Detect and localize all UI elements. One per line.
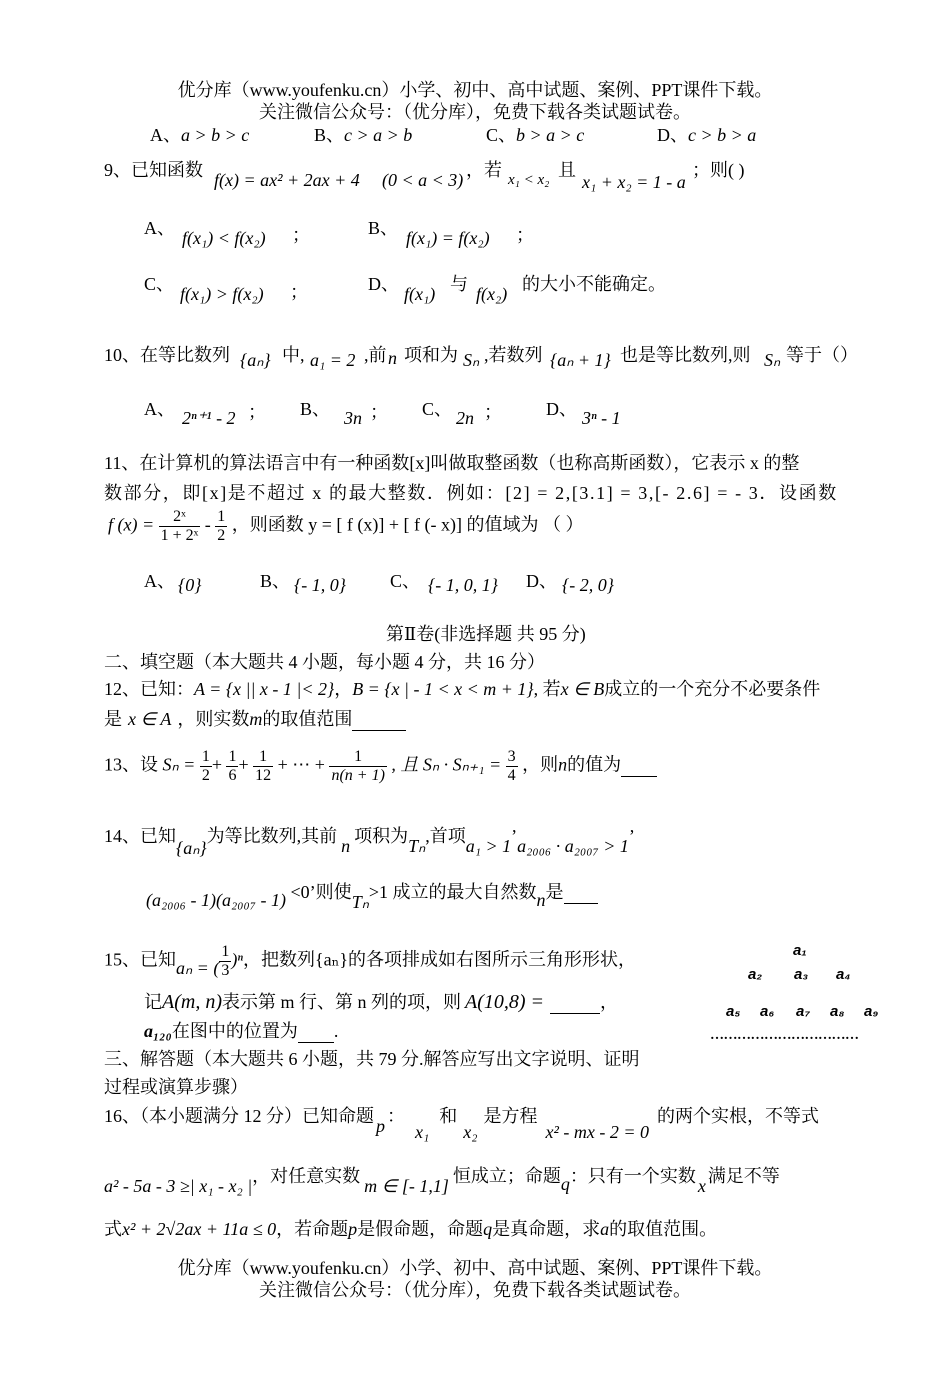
header-line-1: 优分库（www.youfenku.cn）小学、初中、高中试题、案例、PPT课件下载。 bbox=[177, 80, 773, 100]
section-2-title: 第Ⅱ卷(非选择题 共 95 分) bbox=[386, 624, 586, 644]
q11-option-a-label: A、 bbox=[144, 571, 175, 591]
q9-text-1: ，若 bbox=[466, 160, 502, 180]
triangle-dots: …………………………… bbox=[710, 1028, 859, 1043]
q13-line: 13、设 Sₙ = $\frac{1}{2}$ + $\frac{1}{6}$ + $\frac{1}{12}$ + ⋯ + $\frac{1}{n(n + 1)}$ , 且 Sₙ · Sₙ₊₁ = $\frac{3}{4}$ ，则n的值为 bbox=[104, 748, 657, 785]
q10-stem: 10、在等比数列 bbox=[104, 345, 230, 365]
q8-option-b: B、c > a > b bbox=[314, 125, 413, 145]
q9-option-d-end: 的大小不能确定。 bbox=[522, 274, 666, 294]
q10-text-2: ,前 bbox=[364, 345, 387, 365]
q14-line-1: 14、已知{aₙ}为等比数列,其前 n 项积为Tₙ,首项a₁ > 1’a₂₀₀₆ · a₂₀₀₇ > 1’ bbox=[104, 826, 635, 858]
q14-line-2: (a₂₀₀₆ - 1)(a₂₀₀₇ - 1) <0’则使Tₙ>1 成立的最大自然数n是 bbox=[146, 878, 598, 904]
q11-option-b: {- 1, 0} bbox=[294, 575, 346, 595]
q11-line-2: 数部分，即[x]是不超过 x 的最大整数．例如：[2] = 2,[3.1] = 3,[- 2.6] = - 3．设函数 bbox=[104, 483, 838, 503]
q10-option-d-label: D、 bbox=[546, 399, 577, 419]
q10-sequence-2: {aₙ + 1} bbox=[550, 350, 611, 370]
q11-option-c-label: C、 bbox=[390, 571, 421, 591]
q11-fraction-half: $\frac{1}{2}$ bbox=[217, 508, 226, 544]
q8-option-c: C、b > a > c bbox=[486, 125, 585, 145]
q11-tail: ，则函数 y = [ f (x)] + [ f (- x)] 的值域为 （ ） bbox=[231, 514, 584, 535]
q10-semicolon-b: ； bbox=[370, 402, 388, 422]
q10-text-4: ,若数列 bbox=[484, 345, 543, 365]
q8-option-a: A、a > b > c bbox=[150, 125, 250, 145]
q9-semicolon-c: ； bbox=[290, 282, 308, 302]
q9-option-b: f(x₁) = f(x₂) bbox=[406, 228, 490, 248]
triangle-a4: a₄ bbox=[836, 966, 851, 983]
q11-minus: - bbox=[204, 514, 211, 535]
q10-option-a: 2ⁿ⁺¹ - 2 bbox=[182, 408, 236, 428]
q9-option-d-mid: 与 bbox=[450, 274, 468, 294]
footer-line-1: 优分库（www.youfenku.cn）小学、初中、高中试题、案例、PPT课件下载。 bbox=[177, 1258, 773, 1278]
q12-answer-blank[interactable] bbox=[352, 709, 406, 731]
q10-option-d: 3ⁿ - 1 bbox=[582, 408, 621, 428]
q9-semicolon-b: ； bbox=[516, 225, 534, 245]
q12-line-1: 12、已知：A = {x || x - 1 |< 2}，B = {x | - 1 < x < m + 1}, 若x ∈ B成立的一个充分不必要条件 bbox=[104, 679, 821, 699]
q10-text-5: 也是等比数列,则 bbox=[620, 345, 751, 365]
q9-x1-lt-x2: x₁ < x₂ bbox=[508, 172, 550, 188]
triangle-a8: a₈ bbox=[830, 1003, 845, 1020]
q10-Sn-2: Sₙ bbox=[764, 350, 781, 370]
q9-option-c: f(x₁) > f(x₂) bbox=[180, 284, 264, 304]
q11-option-c: {- 1, 0, 1} bbox=[428, 575, 498, 595]
q10-sequence: {aₙ} bbox=[240, 350, 271, 370]
triangle-a9: a₉ bbox=[864, 1003, 879, 1020]
q9-option-a: f(x₁) < f(x₂) bbox=[182, 228, 266, 248]
q9-option-a-label: A、 bbox=[144, 218, 175, 238]
q9-function: f(x) = ax² + 2ax + 4 bbox=[214, 170, 360, 190]
q10-semicolon-c: ； bbox=[484, 402, 502, 422]
triangle-a5: a₅ bbox=[726, 1003, 741, 1020]
section-3-line-2: 过程或演算步骤） bbox=[104, 1077, 248, 1097]
header-line-2: 关注微信公众号：（优分库），免费下载各类试题试卷。 bbox=[259, 102, 691, 122]
q16-line-3: 式x² + 2√2ax + 11a ≤ 0，若命题p是假命题，命题q是真命题，求a的取值范围。 bbox=[104, 1219, 718, 1239]
q16-line-1: 16、（本小题满分 12 分）已知命题 p ：x₁和x₂是方程x² - mx - 2 = 0的两个实根，不等式 bbox=[104, 1106, 820, 1142]
q9-option-c-label: C、 bbox=[144, 274, 175, 294]
triangle-a6: a₆ bbox=[760, 1003, 775, 1020]
q15-answer-blank-1[interactable] bbox=[550, 992, 600, 1014]
triangle-a3: a₃ bbox=[794, 966, 809, 983]
q10-text-6: 等于（） bbox=[786, 345, 858, 365]
q10-semicolon-a: ； bbox=[248, 402, 266, 422]
section-2-part: 二、填空题（本大题共 4 小题，每小题 4 分，共 16 分） bbox=[104, 652, 545, 672]
q9-text-2: 且 bbox=[558, 160, 576, 180]
q13-answer-blank[interactable] bbox=[621, 755, 657, 777]
q11-fraction-main: $\frac{\text{2ˣ}}{\text{1 + 2ˣ}}$ bbox=[160, 508, 199, 544]
q10-Sn: Sₙ bbox=[463, 350, 480, 370]
q9-option-b-label: B、 bbox=[368, 218, 399, 238]
q10-n: n bbox=[388, 348, 397, 368]
q11-option-d: {- 2, 0} bbox=[562, 575, 614, 595]
q8-option-d: D、c > b > a bbox=[657, 125, 757, 145]
q11-option-d-label: D、 bbox=[526, 571, 557, 591]
q14-answer-blank[interactable] bbox=[564, 882, 598, 904]
q11-f-lhs: f (x) = bbox=[108, 514, 155, 535]
q10-option-c: 2n bbox=[456, 408, 474, 428]
q9-option-d-label: D、 bbox=[368, 274, 399, 294]
q10-text-3: 项和为 bbox=[404, 345, 458, 365]
q9-stem: 9、已知函数 bbox=[104, 160, 203, 180]
q11-function bbox=[108, 508, 584, 545]
q9-option-d-expr1: f(x₁) bbox=[404, 284, 436, 304]
section-3-line-1: 三、解答题（本大题共 6 小题，共 79 分.解答应写出文字说明、证明 bbox=[104, 1049, 640, 1069]
q11-option-b-label: B、 bbox=[260, 571, 291, 591]
q9-sum: x₁ + x₂ = 1 - a bbox=[582, 172, 686, 192]
q10-option-a-label: A、 bbox=[144, 399, 175, 419]
q9-option-d-expr2: f(x₂) bbox=[476, 284, 508, 304]
q10-option-c-label: C、 bbox=[422, 399, 453, 419]
q9-condition: (0 < a < 3) bbox=[382, 170, 464, 190]
q10-option-b: 3n bbox=[344, 408, 362, 428]
q15-line-1: 15、已知aₙ = ( $\frac{1}{3}$ )ⁿ，把数列{aₙ}的各项排成如右图所示三角形形状， bbox=[104, 943, 637, 979]
q16-line-2: a² - 5a - 3 ≥| x₁ - x₂ |，对任意实数 m ∈ [- 1,1] 恒成立；命题q：只有一个实数 x 满足不等 bbox=[104, 1166, 780, 1196]
q11-option-a: {0} bbox=[178, 575, 202, 595]
q10-option-b-label: B、 bbox=[300, 399, 331, 419]
triangle-a2: a₂ bbox=[748, 966, 763, 983]
q15-line-3: a₁₂₀在图中的位置为 . bbox=[144, 1021, 339, 1041]
q12-line-2: 是 x ∈ A ，则实数m的取值范围 bbox=[104, 705, 406, 731]
q15-line-2: 记A(m, n)表示第 m 行、第 n 列的项，则 A(10,8) = ， bbox=[144, 991, 619, 1013]
q15-answer-blank-2[interactable] bbox=[298, 1021, 334, 1043]
triangle-a7: a₇ bbox=[796, 1003, 810, 1020]
q9-text-3: ；则( ) bbox=[692, 160, 745, 180]
q10-a1: a₁ = 2 bbox=[310, 350, 356, 370]
q11-line-1: 11、在计算机的算法语言中有一种函数[x]叫做取整函数（也称高斯函数），它表示 x 的整 bbox=[104, 453, 800, 473]
q9-semicolon-a: ； bbox=[292, 225, 310, 245]
q10-text-1: 中, bbox=[282, 345, 305, 365]
footer-line-2: 关注微信公众号：（优分库），免费下载各类试题试卷。 bbox=[259, 1280, 691, 1300]
triangle-a1: a₁ bbox=[793, 942, 807, 959]
